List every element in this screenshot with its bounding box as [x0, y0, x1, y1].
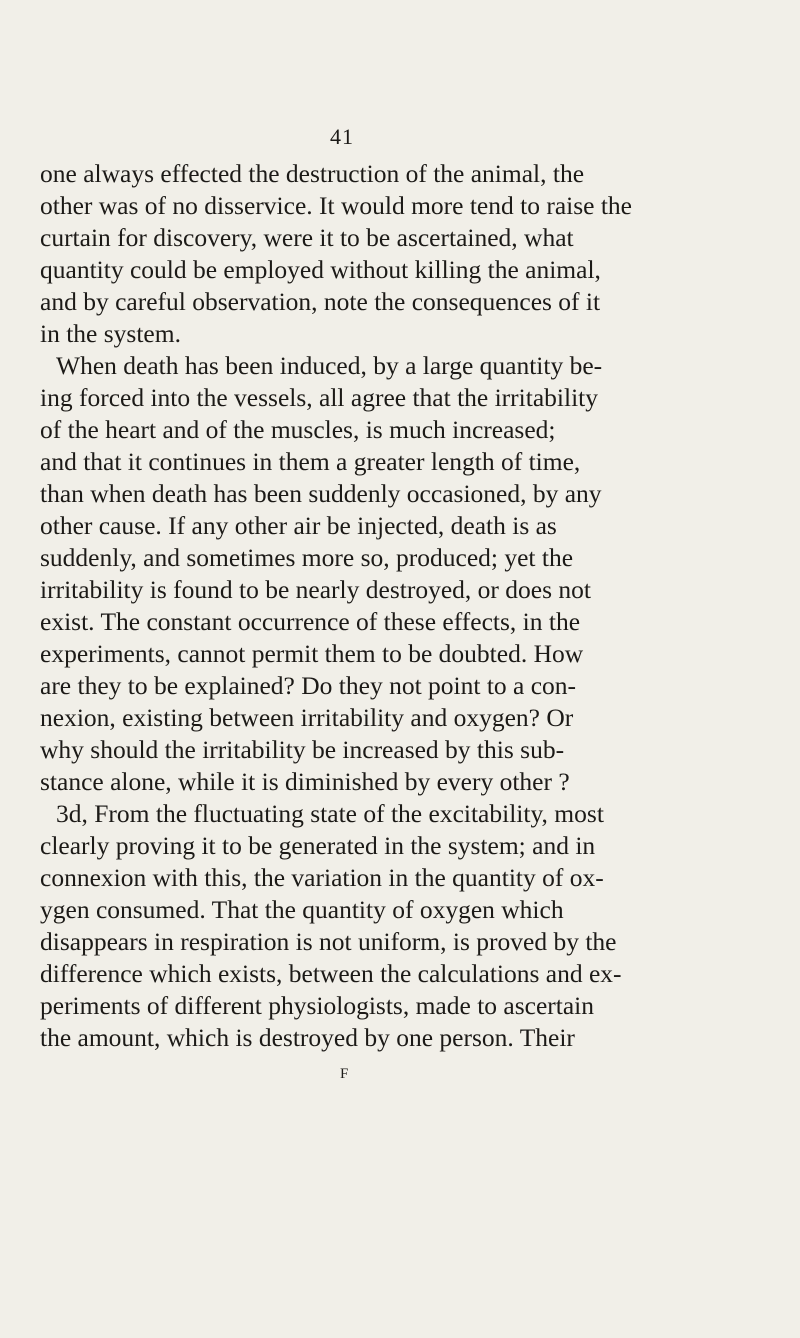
- text-line-5: and by careful observation, note the consequences of it: [40, 287, 601, 316]
- page-number: 41: [330, 124, 354, 149]
- text-line-11: than when death has been suddenly occasioned, by any: [40, 479, 602, 508]
- text-line-6: in the system.: [40, 319, 181, 348]
- text-line-23: connexion with this, the variation in the quantity of ox-: [40, 863, 604, 892]
- signature-mark: F: [340, 1066, 349, 1082]
- text-line-13: suddenly, and sometimes more so, produced; yet the: [40, 543, 574, 572]
- text-line-28: the amount, which is destroyed by one person. Their: [40, 1023, 575, 1052]
- text-line-22: clearly proving it to be generated in the system; and in: [40, 831, 596, 860]
- text-line-19: why should the irritability be increased by this sub-: [40, 735, 565, 764]
- text-line-18: nexion, existing between irritability and oxygen? Or: [40, 703, 574, 732]
- text-line-25: disappears in respiration is not uniform, is proved by the: [40, 927, 617, 956]
- text-line-16: experiments, cannot permit them to be doubted. How: [40, 639, 584, 668]
- text-line-2: other was of no disservice. It would more tend to raise the: [40, 191, 633, 220]
- text-line-1: one always effected the destruction of the animal, the: [40, 159, 585, 188]
- text-line-24: ygen consumed. That the quantity of oxygen which: [40, 895, 564, 924]
- text-line-20: stance alone, while it is diminished by every other ?: [40, 767, 570, 796]
- text-line-8: ing forced into the vessels, all agree that the irritability: [40, 383, 598, 412]
- text-line-26: difference which exists, between the calculations and ex-: [40, 959, 622, 988]
- text-line-17: are they to be explained? Do they not point to a con-: [40, 671, 577, 700]
- text-line-9: of the heart and of the muscles, is much increased;: [40, 415, 556, 444]
- text-line-27: periments of different physiologists, made to ascertain: [40, 991, 595, 1020]
- text-line-12: other cause. If any other air be injected, death is as: [40, 511, 557, 540]
- text-line-7: When death has been induced, by a large quantity be-: [56, 351, 603, 380]
- text-line-15: exist. The constant occurrence of these effects, in the: [40, 607, 581, 636]
- text-line-4: quantity could be employed without killing the animal,: [40, 255, 601, 284]
- text-line-14: irritability is found to be nearly destroyed, or does not: [40, 575, 591, 604]
- text-line-21: 3d, From the fluctuating state of the excitability, most: [56, 799, 604, 828]
- text-line-10: and that it continues in them a greater length of time,: [40, 447, 581, 476]
- text-line-3: curtain for discovery, were it to be ascertained, what: [40, 223, 574, 252]
